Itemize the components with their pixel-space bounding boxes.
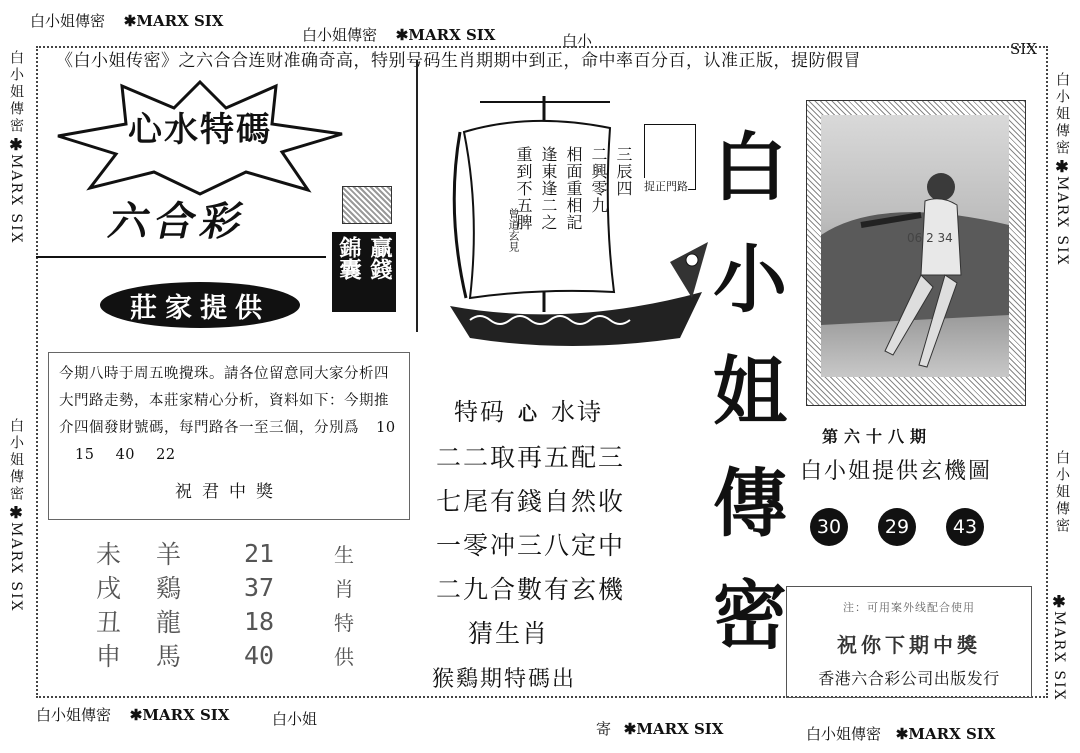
watermark-bottom-partial-2: 寄 ✱MARX SIX xyxy=(596,720,724,738)
watermark-bottom: 白小姐傳密 ✱MARX SIX xyxy=(36,706,230,724)
notice-text: 今期八時于周五晚攪珠。請各位留意同大家分析四大門路走勢，本莊家精心分析，資料如下：今期推介四個發財號碼，每門路各一至三個，分別爲 10 15 40 22 xyxy=(59,366,396,463)
star-icon: ✱ xyxy=(123,12,137,30)
notice-number: 40 xyxy=(115,447,136,463)
star-icon: ✱ xyxy=(129,706,143,724)
watermark-top-2: 白小姐傳密 ✱MARX SIX xyxy=(302,26,496,44)
tag-yingqian: 贏錢 xyxy=(365,236,396,308)
stamp-label: 捉正門路 xyxy=(644,180,688,193)
star-icon: ✱ xyxy=(623,720,637,738)
watermark-top-partial-en: SIX xyxy=(1010,40,1037,58)
publisher: 香港六合彩公司出版发行 xyxy=(818,669,1000,688)
watermark-right: 白小姐傳密 ✱ MARX SIX xyxy=(1048,72,1076,267)
watermark-right-2: 白小姐傳密 xyxy=(1054,450,1070,535)
watermark-bottom-3: 白小姐傳密 ✱MARX SIX xyxy=(806,725,996,743)
poem-line: 一零冲三八定中 xyxy=(436,531,626,560)
star-icon: ✱ xyxy=(9,503,23,522)
poem-line: 七尾有錢自然收 xyxy=(436,487,626,516)
number-ball: 29 xyxy=(878,508,916,546)
star-icon: ✱ xyxy=(1052,592,1066,611)
watermark-en: MARX SIX xyxy=(136,12,224,30)
notice-number: 22 xyxy=(156,447,176,463)
star-icon: ✱ xyxy=(1055,157,1069,176)
watermark-cn: 白小姐傳密 xyxy=(30,12,106,30)
right-blessing: 祝你下期中獎 xyxy=(837,633,981,657)
star-icon: ✱ xyxy=(395,26,409,44)
sail-note: 曾道玄見 xyxy=(507,208,520,252)
guess-label: 猜生肖 xyxy=(468,619,550,648)
table-row: 戌 鷄 37 肖 xyxy=(96,572,354,603)
poem-title: 特码 心 水诗 xyxy=(454,398,604,426)
watermark-top-partial: 白小 xyxy=(562,32,593,50)
zodiac-table xyxy=(96,536,376,672)
tag-jinnang: 錦囊 xyxy=(334,236,365,308)
notice-number: 15 xyxy=(75,447,95,463)
number-ball: 30 xyxy=(810,508,848,546)
photo-frame xyxy=(806,100,1026,406)
notice-box xyxy=(48,352,410,520)
watermark-bottom-partial: 白小姐 xyxy=(272,710,318,728)
number-ball: 43 xyxy=(946,508,984,546)
notice-number: 10 xyxy=(376,420,396,436)
divider xyxy=(36,256,326,258)
poem-line: 二九合數有玄機 xyxy=(436,575,626,604)
usage-note: 注：可用案外线配合使用 xyxy=(843,601,975,614)
watermark-top xyxy=(30,10,223,31)
top-banner: 《白小姐传密》之六合合连财准确奇高，特别号码生肖期期中到正，命中率百分百，认准正版，提防假冒 xyxy=(56,51,861,71)
poem-line: 二二取再五配三 xyxy=(436,443,626,472)
photo-numbers: 06 2 34 xyxy=(907,231,953,245)
star-title: 心水特碼 xyxy=(128,110,272,150)
result-balls xyxy=(810,508,984,546)
small-photo xyxy=(342,186,392,224)
watermark-right-3: ✱ MARX SIX xyxy=(1044,592,1074,702)
table-row: 未 羊 21 生 xyxy=(96,538,354,569)
star-icon: ✱ xyxy=(9,135,23,154)
provider-badge: 莊家提供 xyxy=(100,282,300,328)
table-row: 丑 龍 18 特 xyxy=(96,606,354,637)
lottery-subtitle: 六合彩 xyxy=(104,199,253,245)
notice-blessing: 祝君中獎 xyxy=(175,482,283,502)
vertical-title: 白 小 姐 傳 密 xyxy=(713,125,787,659)
photo xyxy=(821,115,1009,377)
watermark-left: 白小姐傳密 ✱ MARX SIX xyxy=(2,50,30,245)
sail-poem: 三辰四 二興零九 相面重相記 逢東逢二之 重到不五脾 xyxy=(514,146,633,231)
star-icon: ✱ xyxy=(895,725,909,743)
vertical-divider xyxy=(416,60,418,332)
issue-number: 第六十八期 xyxy=(822,427,933,446)
watermark-left-2: 白小姐傳密 ✱ MARX SIX xyxy=(2,418,30,613)
photo-figure xyxy=(821,115,1009,377)
guess-answer: 猴鷄期特碼出 xyxy=(432,667,577,692)
right-subtitle: 白小姐提供玄機圖 xyxy=(800,459,993,484)
side-tags xyxy=(332,232,396,312)
publisher-box xyxy=(786,586,1032,698)
table-row: 申 馬 40 供 xyxy=(96,640,354,671)
